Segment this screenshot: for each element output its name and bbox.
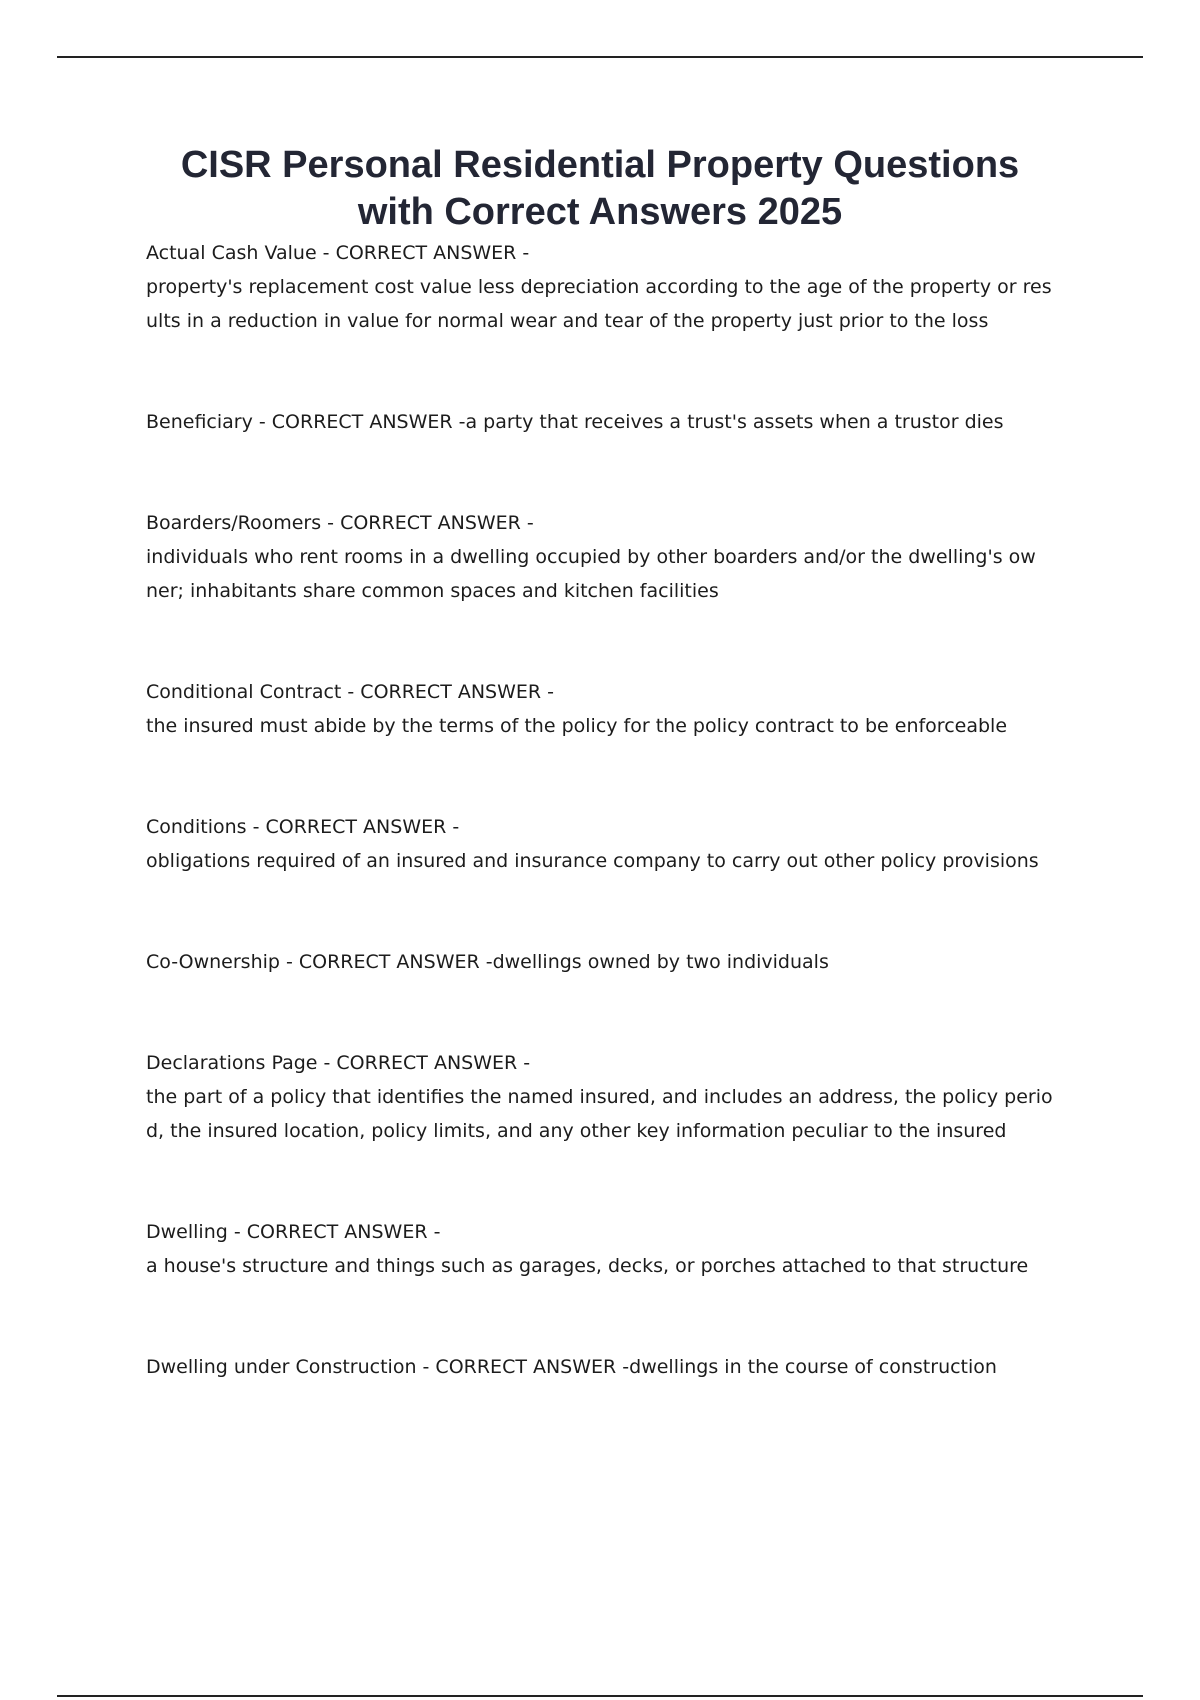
top-divider	[57, 56, 1143, 58]
qa-answer-line: ults in a reduction in value for normal wear and tear of the property just prior to the loss	[146, 310, 989, 332]
qa-term-line: Declarations Page - CORRECT ANSWER -	[146, 1052, 531, 1074]
qa-entry	[146, 236, 1096, 338]
qa-answer-line: obligations required of an insured and insurance company to carry out other policy provisions	[146, 850, 1039, 872]
qa-term-line: Dwelling - CORRECT ANSWER -	[146, 1221, 441, 1243]
qa-entry	[146, 675, 1096, 743]
qa-entry	[146, 1215, 1096, 1283]
qa-answer-line: the part of a policy that identifies the named insured, and includes an address, the policy perio	[146, 1086, 1053, 1108]
qa-entry	[146, 1046, 1096, 1148]
qa-list	[146, 236, 1096, 1451]
qa-term-line: Conditional Contract - CORRECT ANSWER -	[146, 681, 554, 703]
title-line-2: with Correct Answers 2025	[357, 191, 843, 233]
qa-term-line: Actual Cash Value - CORRECT ANSWER -	[146, 242, 530, 264]
qa-term-line: Beneficiary - CORRECT ANSWER -a party that receives a trust's assets when a trustor dies	[146, 411, 1004, 433]
qa-entry	[146, 506, 1096, 608]
qa-answer-line: the insured must abide by the terms of the policy for the policy contract to be enforceable	[146, 715, 1008, 737]
qa-answer-line: d, the insured location, policy limits, and any other key information peculiar to the insured	[146, 1120, 1007, 1142]
qa-answer-line: a house's structure and things such as garages, decks, or porches attached to that structure	[146, 1255, 1029, 1277]
qa-entry	[146, 945, 1096, 979]
qa-term-line: Dwelling under Construction - CORRECT ANSWER -dwellings in the course of construction	[146, 1356, 997, 1378]
qa-term-line: Boarders/Roomers - CORRECT ANSWER -	[146, 512, 534, 534]
qa-entry	[146, 1350, 1096, 1384]
document-title	[100, 142, 1100, 236]
qa-answer-line: individuals who rent rooms in a dwelling occupied by other boarders and/or the dwelling's ow	[146, 546, 1036, 568]
qa-entry	[146, 810, 1096, 878]
qa-term-line: Conditions - CORRECT ANSWER -	[146, 816, 460, 838]
qa-answer-line: ner; inhabitants share common spaces and kitchen facilities	[146, 580, 719, 602]
qa-term-line: Co-Ownership - CORRECT ANSWER -dwellings owned by two individuals	[146, 951, 829, 973]
bottom-divider	[57, 1695, 1143, 1697]
qa-entry	[146, 405, 1096, 439]
qa-answer-line: property's replacement cost value less depreciation according to the age of the property or res	[146, 276, 1052, 298]
title-line-1: CISR Personal Residential Property Questions	[180, 144, 1020, 186]
